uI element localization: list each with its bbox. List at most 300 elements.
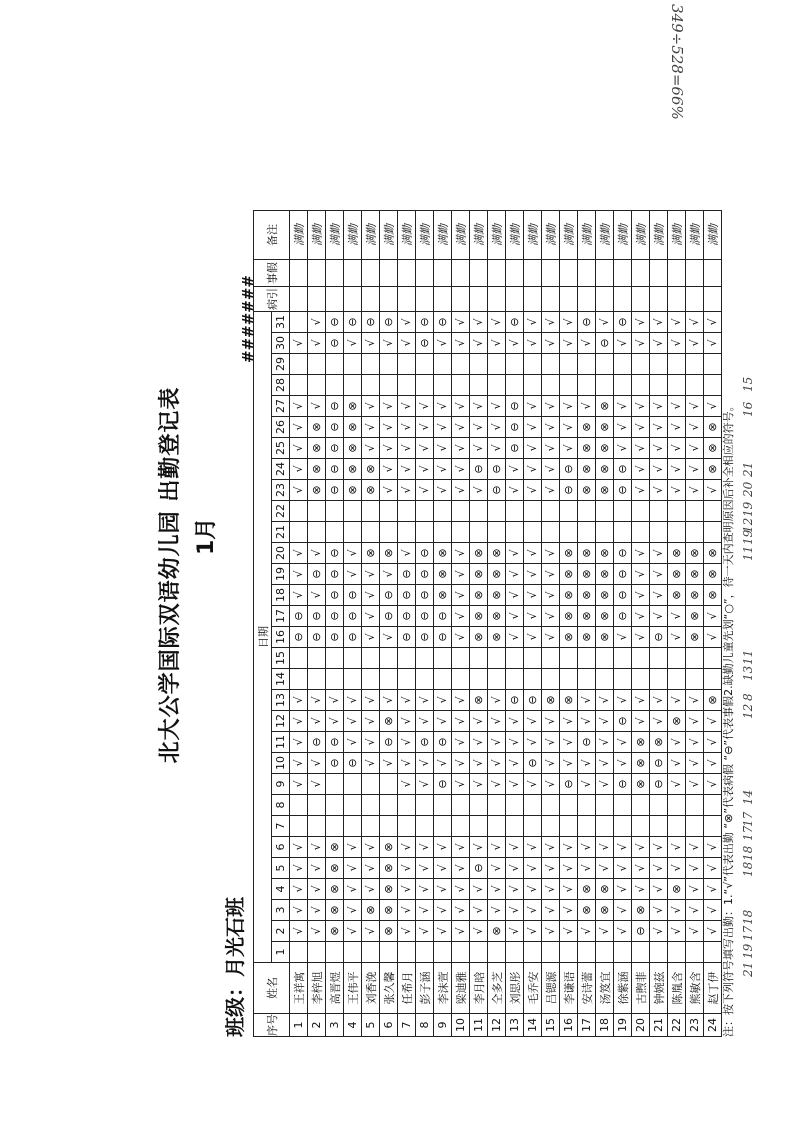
attendance-mark: [614, 942, 632, 963]
attendance-mark: √: [596, 774, 614, 795]
attendance-mark: [434, 501, 452, 522]
attendance-mark: √: [290, 900, 308, 921]
row-index: 20: [632, 1014, 650, 1037]
attendance-mark: ⊗: [596, 879, 614, 900]
attendance-mark: √: [470, 921, 488, 942]
table-row: [686, 211, 704, 1037]
attendance-mark: √: [488, 690, 506, 711]
note-cell: 满勤: [452, 211, 470, 260]
attendance-mark: [542, 375, 560, 396]
day-header: 15: [272, 648, 290, 669]
tally-number: 8: [741, 693, 755, 701]
attendance-mark: √: [650, 459, 668, 480]
attendance-mark: √: [542, 879, 560, 900]
attendance-mark: ⊗: [704, 438, 722, 459]
attendance-mark: [704, 522, 722, 543]
attendance-mark: √: [362, 585, 380, 606]
attendance-mark: [326, 501, 344, 522]
corner-note: 349÷528=66%: [668, 4, 686, 120]
attendance-mark: ⊗: [632, 732, 650, 753]
attendance-mark: √: [560, 732, 578, 753]
attendance-mark: √: [416, 879, 434, 900]
attendance-mark: √: [632, 690, 650, 711]
note-cell: 满勤: [704, 211, 722, 260]
attendance-mark: [470, 669, 488, 690]
attendance-mark: [416, 522, 434, 543]
attendance-mark: [416, 354, 434, 375]
attendance-mark: √: [560, 417, 578, 438]
attendance-mark: √: [632, 564, 650, 585]
student-name: 古煦菲: [632, 963, 650, 1014]
attendance-mark: [452, 501, 470, 522]
attendance-mark: ⊗: [560, 585, 578, 606]
attendance-mark: ⊗: [308, 480, 326, 501]
attendance-mark: √: [704, 837, 722, 858]
attendance-mark: √: [470, 417, 488, 438]
attendance-mark: [362, 501, 380, 522]
day-header: 18: [272, 585, 290, 606]
attendance-mark: [578, 648, 596, 669]
row-index: 6: [380, 1014, 398, 1037]
attendance-mark: √: [308, 753, 326, 774]
attendance-mark: [506, 942, 524, 963]
sick-count: [308, 287, 326, 312]
attendance-mark: ⊖: [344, 606, 362, 627]
attendance-mark: √: [668, 858, 686, 879]
attendance-mark: [578, 816, 596, 837]
day-header: 28: [272, 375, 290, 396]
attendance-mark: √: [362, 417, 380, 438]
attendance-mark: ⊗: [326, 837, 344, 858]
row-index: 3: [326, 1014, 344, 1037]
attendance-mark: [344, 795, 362, 816]
note-cell: 满勤: [488, 211, 506, 260]
student-name: 彭子涵: [416, 963, 434, 1014]
row-index: 22: [668, 1014, 686, 1037]
row-index: 23: [686, 1014, 704, 1037]
day-header: 29: [272, 354, 290, 375]
student-name: 毛乔安: [524, 963, 542, 1014]
day-header: 21: [272, 522, 290, 543]
attendance-mark: √: [668, 312, 686, 333]
sick-count: [704, 287, 722, 312]
attendance-mark: √: [416, 858, 434, 879]
attendance-mark: √: [380, 564, 398, 585]
note-cell: 满勤: [398, 211, 416, 260]
attendance-mark: √: [650, 690, 668, 711]
student-name: 李谦语: [560, 963, 578, 1014]
attendance-mark: ⊗: [326, 900, 344, 921]
attendance-mark: √: [290, 711, 308, 732]
attendance-mark: √: [668, 921, 686, 942]
attendance-mark: [308, 354, 326, 375]
sick-count: [344, 287, 362, 312]
attendance-mark: ⊖: [362, 312, 380, 333]
attendance-mark: √: [686, 312, 704, 333]
attendance-mark: √: [434, 858, 452, 879]
attendance-mark: [488, 795, 506, 816]
attendance-mark: [542, 522, 560, 543]
attendance-mark: √: [362, 627, 380, 648]
attendance-mark: √: [470, 333, 488, 354]
attendance-mark: [344, 522, 362, 543]
attendance-mark: [308, 795, 326, 816]
rotated-page: [135, 75, 795, 1075]
note-cell: 满勤: [614, 211, 632, 260]
attendance-mark: √: [416, 417, 434, 438]
attendance-mark: [524, 354, 542, 375]
attendance-mark: [398, 522, 416, 543]
attendance-mark: √: [524, 879, 542, 900]
row-index: 7: [398, 1014, 416, 1037]
attendance-mark: √: [686, 858, 704, 879]
leave-count: [434, 260, 452, 287]
attendance-mark: ⊗: [344, 480, 362, 501]
attendance-mark: [362, 774, 380, 795]
attendance-mark: [290, 795, 308, 816]
attendance-mark: ⊗: [380, 543, 398, 564]
row-index: 2: [308, 1014, 326, 1037]
attendance-mark: ⊖: [326, 606, 344, 627]
attendance-mark: √: [434, 900, 452, 921]
table-row: [596, 211, 614, 1037]
attendance-mark: ⊗: [488, 606, 506, 627]
day-header: 31: [272, 312, 290, 333]
attendance-mark: √: [524, 312, 542, 333]
attendance-mark: √: [344, 921, 362, 942]
attendance-mark: [596, 942, 614, 963]
attendance-mark: √: [488, 711, 506, 732]
attendance-mark: [416, 648, 434, 669]
attendance-mark: √: [290, 774, 308, 795]
attendance-mark: [398, 816, 416, 837]
row-index: 13: [506, 1014, 524, 1037]
attendance-mark: √: [398, 711, 416, 732]
attendance-mark: √: [614, 732, 632, 753]
attendance-mark: ⊗: [596, 543, 614, 564]
attendance-mark: ⊖: [416, 333, 434, 354]
attendance-mark: ⊖: [416, 564, 434, 585]
attendance-mark: √: [470, 312, 488, 333]
attendance-mark: √: [632, 627, 650, 648]
attendance-mark: [632, 816, 650, 837]
day-header: 1: [272, 942, 290, 963]
attendance-mark: [290, 522, 308, 543]
attendance-mark: ⊗: [704, 543, 722, 564]
attendance-mark: [308, 501, 326, 522]
leave-count: [380, 260, 398, 287]
table-row: [452, 211, 470, 1037]
leave-count: [524, 260, 542, 287]
attendance-mark: ⊖: [326, 312, 344, 333]
attendance-mark: √: [290, 480, 308, 501]
attendance-mark: [560, 669, 578, 690]
attendance-mark: [578, 942, 596, 963]
attendance-mark: [326, 648, 344, 669]
attendance-mark: [470, 522, 488, 543]
attendance-mark: ⊖: [326, 438, 344, 459]
attendance-mark: √: [506, 837, 524, 858]
attendance-mark: ⊗: [686, 564, 704, 585]
day-header: 16: [272, 627, 290, 648]
attendance-mark: √: [380, 438, 398, 459]
attendance-mark: √: [596, 858, 614, 879]
attendance-mark: √: [704, 858, 722, 879]
attendance-mark: [704, 375, 722, 396]
note-cell: 满勤: [506, 211, 524, 260]
student-name: 刘思彤: [506, 963, 524, 1014]
sick-count: [506, 287, 524, 312]
attendance-mark: √: [650, 333, 668, 354]
attendance-mark: ⊖: [326, 585, 344, 606]
attendance-mark: ⊖: [416, 732, 434, 753]
attendance-mark: [560, 501, 578, 522]
attendance-mark: √: [596, 312, 614, 333]
attendance-mark: [650, 648, 668, 669]
day-header: 12: [272, 711, 290, 732]
table-row: [524, 211, 542, 1037]
student-name: 赵丁伊: [704, 963, 722, 1014]
attendance-mark: √: [704, 900, 722, 921]
attendance-mark: √: [308, 711, 326, 732]
attendance-mark: √: [488, 417, 506, 438]
attendance-mark: √: [650, 711, 668, 732]
day-header: 3: [272, 900, 290, 921]
table-row: [344, 211, 362, 1037]
attendance-mark: ⊗: [380, 837, 398, 858]
attendance-mark: [668, 669, 686, 690]
attendance-mark: [380, 354, 398, 375]
sick-count: [650, 287, 668, 312]
attendance-mark: [524, 816, 542, 837]
attendance-mark: [560, 816, 578, 837]
attendance-mark: √: [578, 774, 596, 795]
attendance-mark: [506, 354, 524, 375]
attendance-mark: √: [578, 711, 596, 732]
attendance-mark: √: [362, 396, 380, 417]
attendance-mark: √: [452, 837, 470, 858]
attendance-mark: [416, 816, 434, 837]
attendance-mark: [542, 354, 560, 375]
attendance-mark: ⊖: [416, 585, 434, 606]
header-leave: 事假: [254, 260, 290, 287]
attendance-mark: [452, 795, 470, 816]
attendance-mark: [380, 669, 398, 690]
attendance-mark: √: [614, 879, 632, 900]
attendance-mark: √: [290, 837, 308, 858]
attendance-mark: [668, 942, 686, 963]
attendance-mark: ⊖: [488, 459, 506, 480]
student-name: 徐紫涵: [614, 963, 632, 1014]
tally-number: 16: [741, 401, 755, 417]
attendance-mark: ⊖: [614, 585, 632, 606]
attendance-mark: √: [416, 480, 434, 501]
attendance-mark: ⊖: [434, 774, 452, 795]
row-index: 21: [650, 1014, 668, 1037]
attendance-mark: √: [488, 858, 506, 879]
leave-count: [632, 260, 650, 287]
tally-number: 12: [741, 517, 755, 533]
tally-number: 19: [741, 529, 755, 545]
attendance-mark: √: [398, 459, 416, 480]
attendance-mark: [434, 669, 452, 690]
attendance-mark: [632, 795, 650, 816]
attendance-mark: √: [686, 879, 704, 900]
note-cell: 满勤: [686, 211, 704, 260]
attendance-mark: ⊖: [344, 753, 362, 774]
day-header: 17: [272, 606, 290, 627]
table-row: [632, 211, 650, 1037]
attendance-mark: √: [650, 837, 668, 858]
attendance-mark: √: [362, 753, 380, 774]
attendance-mark: √: [668, 627, 686, 648]
row-index: 10: [452, 1014, 470, 1037]
attendance-mark: √: [290, 921, 308, 942]
attendance-mark: ⊗: [578, 480, 596, 501]
attendance-mark: ⊖: [308, 732, 326, 753]
attendance-mark: ⊖: [416, 543, 434, 564]
attendance-mark: [704, 669, 722, 690]
attendance-mark: [452, 648, 470, 669]
attendance-mark: [614, 816, 632, 837]
day-header: 7: [272, 816, 290, 837]
attendance-mark: √: [344, 564, 362, 585]
row-index: 14: [524, 1014, 542, 1037]
attendance-mark: ⊗: [488, 543, 506, 564]
attendance-mark: [326, 774, 344, 795]
attendance-mark: ⊗: [560, 606, 578, 627]
attendance-mark: ⊗: [578, 900, 596, 921]
leave-count: [452, 260, 470, 287]
attendance-mark: √: [686, 900, 704, 921]
attendance-mark: √: [452, 312, 470, 333]
attendance-mark: ⊗: [704, 459, 722, 480]
attendance-mark: [380, 501, 398, 522]
attendance-mark: √: [650, 396, 668, 417]
attendance-mark: √: [668, 900, 686, 921]
attendance-mark: √: [506, 333, 524, 354]
attendance-mark: [290, 375, 308, 396]
attendance-mark: √: [542, 606, 560, 627]
leave-count: [326, 260, 344, 287]
attendance-mark: [326, 522, 344, 543]
attendance-mark: √: [452, 396, 470, 417]
attendance-mark: [308, 669, 326, 690]
attendance-mark: √: [344, 732, 362, 753]
leave-count: [362, 260, 380, 287]
attendance-mark: √: [560, 858, 578, 879]
attendance-mark: [416, 795, 434, 816]
attendance-mark: √: [344, 900, 362, 921]
attendance-mark: ⊖: [380, 312, 398, 333]
attendance-mark: ⊗: [380, 921, 398, 942]
attendance-mark: ⊖: [326, 627, 344, 648]
attendance-mark: √: [614, 858, 632, 879]
attendance-mark: √: [398, 921, 416, 942]
attendance-mark: √: [308, 837, 326, 858]
attendance-mark: √: [344, 690, 362, 711]
attendance-mark: ⊖: [434, 627, 452, 648]
attendance-mark: √: [578, 921, 596, 942]
attendance-mark: √: [290, 753, 308, 774]
attendance-mark: √: [506, 921, 524, 942]
attendance-mark: √: [290, 396, 308, 417]
attendance-mark: [308, 522, 326, 543]
attendance-mark: [596, 522, 614, 543]
attendance-mark: [614, 669, 632, 690]
attendance-mark: ⊗: [308, 438, 326, 459]
attendance-mark: √: [632, 606, 650, 627]
attendance-mark: √: [506, 753, 524, 774]
attendance-mark: ⊗: [668, 585, 686, 606]
day-header: 30: [272, 333, 290, 354]
attendance-mark: √: [452, 606, 470, 627]
attendance-mark: ⊗: [326, 858, 344, 879]
day-header: 9: [272, 774, 290, 795]
attendance-mark: √: [416, 921, 434, 942]
attendance-mark: √: [434, 921, 452, 942]
header-row-top: [254, 211, 272, 1037]
attendance-mark: √: [506, 606, 524, 627]
attendance-mark: ⊗: [596, 606, 614, 627]
attendance-mark: [362, 354, 380, 375]
attendance-mark: √: [560, 312, 578, 333]
attendance-mark: √: [290, 690, 308, 711]
attendance-mark: ⊖: [524, 690, 542, 711]
attendance-mark: √: [308, 585, 326, 606]
attendance-mark: √: [632, 879, 650, 900]
attendance-mark: [416, 669, 434, 690]
student-name: 张久馨: [380, 963, 398, 1014]
attendance-mark: ⊖: [308, 627, 326, 648]
attendance-mark: √: [362, 879, 380, 900]
note-cell: 满勤: [362, 211, 380, 260]
attendance-mark: √: [704, 333, 722, 354]
attendance-mark: ⊗: [596, 480, 614, 501]
sick-count: [398, 287, 416, 312]
attendance-mark: √: [524, 921, 542, 942]
note-cell: 满勤: [578, 211, 596, 260]
table-row: [434, 211, 452, 1037]
month-label: 1月: [194, 517, 219, 555]
tally-number: 11: [741, 649, 755, 665]
attendance-mark: [614, 795, 632, 816]
attendance-mark: ⊖: [326, 543, 344, 564]
note-cell: 满勤: [524, 211, 542, 260]
attendance-mark: ⊗: [470, 585, 488, 606]
attendance-mark: ⊗: [704, 585, 722, 606]
attendance-mark: ⊖: [326, 480, 344, 501]
attendance-mark: √: [380, 753, 398, 774]
attendance-mark: √: [560, 438, 578, 459]
note-cell: 满勤: [668, 211, 686, 260]
attendance-mark: √: [632, 585, 650, 606]
document-title: 北大公学国际双语幼儿园 出勤登记表: [158, 386, 183, 764]
attendance-mark: √: [632, 459, 650, 480]
attendance-mark: ⊗: [704, 417, 722, 438]
attendance-mark: √: [470, 774, 488, 795]
attendance-mark: √: [686, 396, 704, 417]
attendance-mark: [380, 816, 398, 837]
attendance-mark: [380, 375, 398, 396]
attendance-mark: [488, 501, 506, 522]
attendance-mark: √: [470, 900, 488, 921]
attendance-mark: √: [632, 858, 650, 879]
attendance-mark: [344, 648, 362, 669]
attendance-mark: √: [542, 732, 560, 753]
attendance-mark: √: [344, 543, 362, 564]
attendance-mark: ⊗: [344, 438, 362, 459]
